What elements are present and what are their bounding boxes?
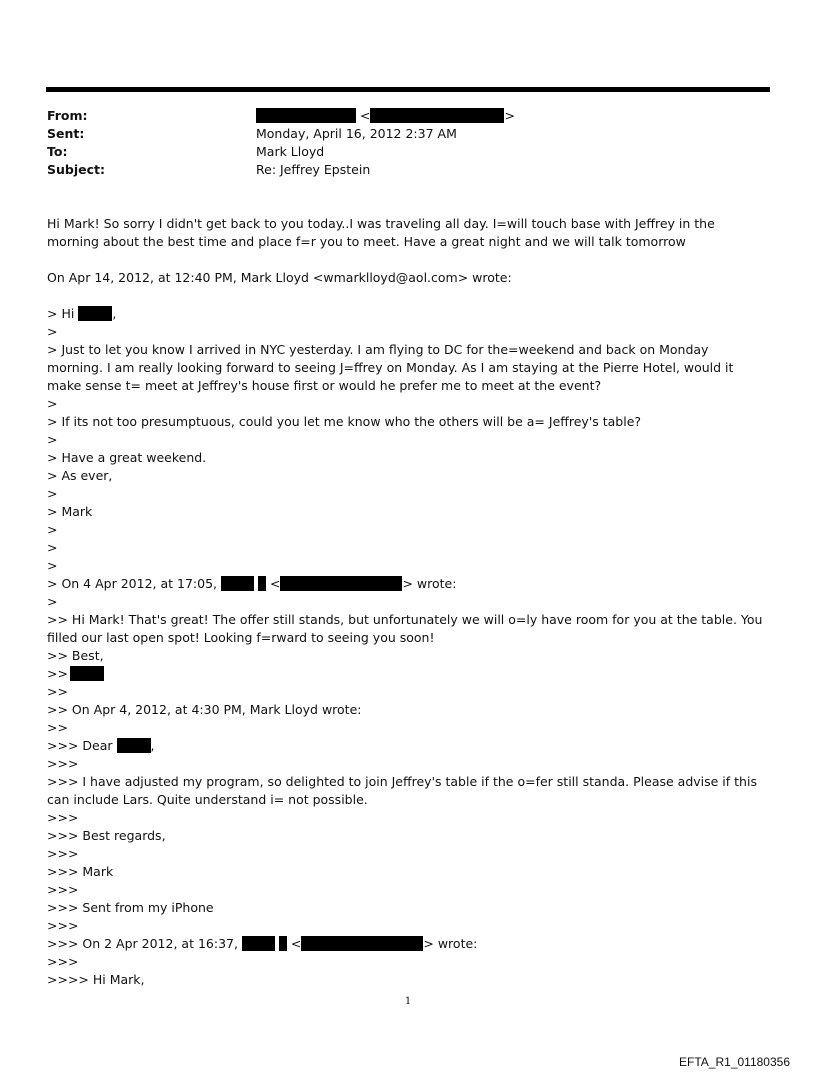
quote4-header-suffix: > wrote: <box>423 936 478 951</box>
quote3-header: >> On Apr 4, 2012, at 4:30 PM, Mark Lloyd wrote: <box>47 702 362 717</box>
quote3-paragraph: >>> I have adjusted my program, so delighted to join Jeffrey's table if the o=fer still standa. Please advise if this can include Lars. Quite understand i= not possible. <box>47 774 757 807</box>
quote-line: > <box>47 522 58 537</box>
quote-line: >>> <box>47 810 79 825</box>
quote-line: >> <box>47 720 68 735</box>
quote-line: > <box>47 540 58 555</box>
quote2-header <box>47 575 456 593</box>
quote2-header-suffix: > wrote: <box>402 576 457 591</box>
quote-line: > Have a great weekend. <box>47 450 207 465</box>
quote-line: >>> Best regards, <box>47 828 166 843</box>
quote-line: >>> <box>47 846 79 861</box>
quote-line: >> Best, <box>47 648 104 663</box>
redaction-block <box>221 576 254 591</box>
quote-line: > As ever, <box>47 468 113 483</box>
quote2-signature-prefix: >> <box>47 666 68 681</box>
quote-greeting-prefix: > Hi <box>47 306 75 321</box>
quote2-header-prefix: > On 4 Apr 2012, at 17:05, <box>47 576 217 591</box>
page-number: 1 <box>404 996 412 1007</box>
quote-line: >>> Sent from my iPhone <box>47 900 214 915</box>
redaction-block <box>279 936 287 951</box>
quote-greeting-suffix: , <box>112 306 117 321</box>
quote-question: > If its not too presumptuous, could you let me know who the others will be a= Jeffrey's table? <box>47 414 642 429</box>
quote-line: > <box>47 594 58 609</box>
document-id: EFTA_R1_01180356 <box>679 1055 790 1069</box>
redaction-block <box>70 666 104 681</box>
sent-label: Sent: <box>47 126 85 141</box>
quote-line: > <box>47 558 58 573</box>
quote-greeting <box>47 305 116 323</box>
quote3-greeting <box>47 737 154 755</box>
redaction-block <box>258 576 266 591</box>
quote-line: > Mark <box>47 504 93 519</box>
quote-line: >>> <box>47 882 79 897</box>
to-value: Mark Lloyd <box>256 144 325 159</box>
quote4-header-lt: < <box>290 936 302 951</box>
quote-line: > <box>47 396 58 411</box>
quote4-header-prefix: >>> On 2 Apr 2012, at 16:37, <box>47 936 238 951</box>
quote-line: >>> <box>47 918 79 933</box>
redaction-block <box>78 306 112 321</box>
quote-line: >>>> Hi Mark, <box>47 972 145 987</box>
quote2-signature <box>47 665 104 683</box>
reply-text: Hi Mark! So sorry I didn't get back to you today..I was traveling all day. I=will touch base with Jeffrey in the morning about the best time and place f=r you to meet. Have a great night and we will talk tomorrow <box>47 216 715 249</box>
redaction-block <box>280 576 402 591</box>
quote-line: >>> Mark <box>47 864 114 879</box>
quote-line: > <box>47 432 58 447</box>
subject-label: Subject: <box>47 162 105 177</box>
quote-paragraph: > Just to let you know I arrived in NYC yesterday. I am flying to DC for the=weekend and back on Monday morning. I am really looking forward to seeing J=ffrey on Monday. As I am staying at the Pierre Hotel, would it make sense t= meet at Jeffrey's house first or would he prefer me to meet at the event? <box>47 342 734 393</box>
quote-line: >>> <box>47 954 79 969</box>
from-value <box>256 107 515 125</box>
redaction-block <box>242 936 275 951</box>
quote-header: On Apr 14, 2012, at 12:40 PM, Mark Lloyd <wmarklloyd@aol.com> wrote: <box>47 270 512 285</box>
quote-line: >>> <box>47 756 79 771</box>
quote-line: > <box>47 324 58 339</box>
redaction-block <box>256 108 356 123</box>
subject-value: Re: Jeffrey Epstein <box>256 162 371 177</box>
quote2-header-lt: < <box>269 576 281 591</box>
from-label: From: <box>47 108 88 123</box>
quote4-header <box>47 935 477 953</box>
sent-value: Monday, April 16, 2012 2:37 AM <box>256 126 457 141</box>
quote3-greeting-prefix: >>> Dear <box>47 738 113 753</box>
to-label: To: <box>47 144 68 159</box>
redaction-block <box>370 108 504 123</box>
quote2-paragraph: >> Hi Mark! That's great! The offer still stands, but unfortunately we will o=ly have room for you at the table. You filled our last open spot! Looking f=rward to seeing you soon! <box>47 612 763 645</box>
quote-line: >> <box>47 684 68 699</box>
quote3-greeting-suffix: , <box>150 738 155 753</box>
redaction-block <box>117 738 151 753</box>
from-lt: < <box>359 108 371 123</box>
redaction-block <box>301 936 423 951</box>
quote-line: > <box>47 486 58 501</box>
header-rule <box>46 87 770 92</box>
from-gt: > <box>504 108 515 123</box>
